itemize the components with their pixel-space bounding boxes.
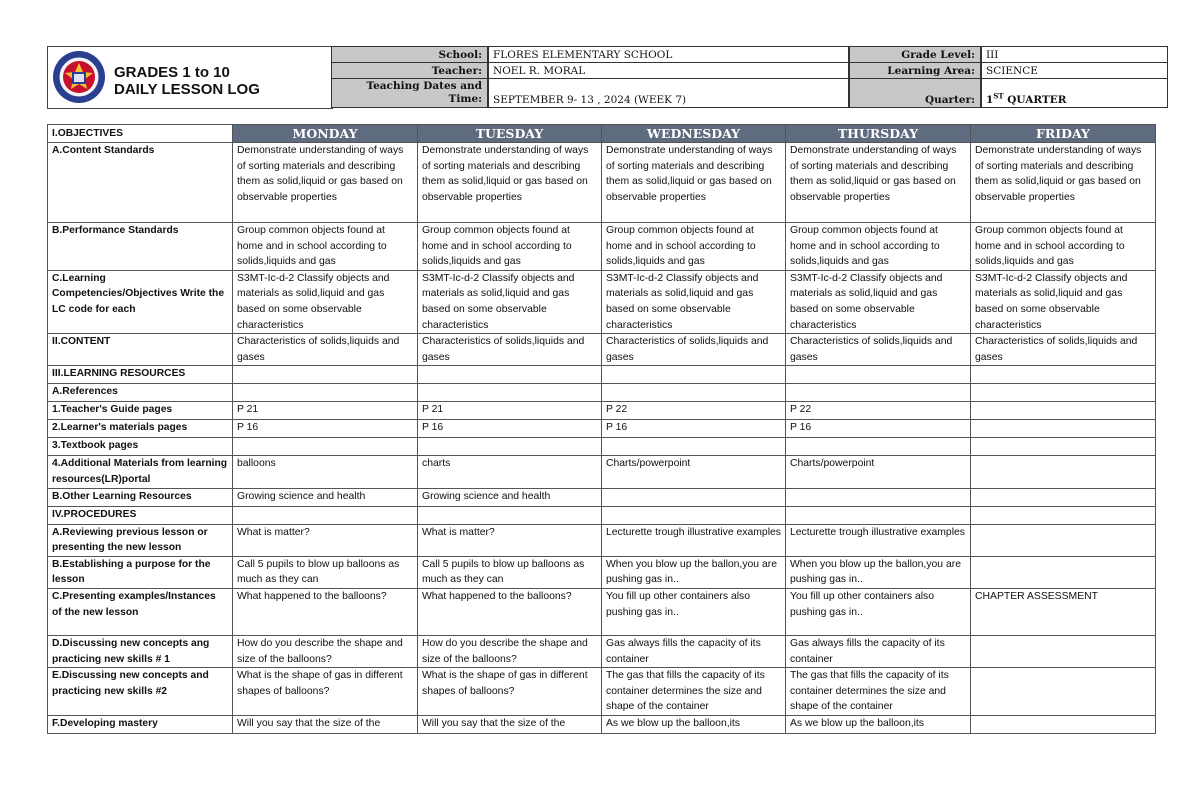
day-header-tuesday: TUESDAY (418, 125, 602, 143)
cell-monday: What is matter? (233, 524, 418, 556)
cell-thursday: S3MT-Ic-d-2 Classify objects and materials as solid,liquid and gas based on some observable characteristics (786, 270, 971, 333)
cell-tuesday (418, 384, 602, 402)
cell-thursday: When you blow up the ballon,you are pushing gas in.. (786, 556, 971, 588)
cell-tuesday (418, 438, 602, 456)
title-block (47, 46, 333, 109)
cell-wednesday: Charts/powerpoint (602, 456, 786, 488)
cell-tuesday: charts (418, 456, 602, 488)
cell-wednesday: Lecturette trough illustrative examples (602, 524, 786, 556)
cell-monday: Will you say that the size of the (233, 715, 418, 733)
teaching-dates-label-line-2: Time: (448, 93, 482, 105)
lesson-log-table (47, 124, 1156, 734)
cell-friday (971, 384, 1156, 402)
cell-monday: What is the shape of gas in different shapes of balloons? (233, 668, 418, 716)
row-label: B.Establishing a purpose for the lesson (48, 556, 233, 588)
table-row (48, 438, 1156, 456)
cell-thursday: P 16 (786, 420, 971, 438)
cell-wednesday: P 22 (602, 402, 786, 420)
day-header-monday: MONDAY (233, 125, 418, 143)
cell-thursday: P 22 (786, 402, 971, 420)
cell-friday (971, 668, 1156, 716)
day-header-row (48, 125, 1156, 143)
cell-wednesday (602, 506, 786, 524)
row-label: III.LEARNING RESOURCES (48, 366, 233, 384)
table-row (48, 506, 1156, 524)
cell-wednesday: You fill up other containers also pushing gas in.. (602, 588, 786, 635)
table-row (48, 668, 1156, 716)
quarter-suffix: ST (993, 91, 1004, 101)
row-label: D.Discussing new concepts ang practicing new skills # 1 (48, 635, 233, 667)
row-label: C.Learning Competencies/Objectives Write the LC code for each (48, 270, 233, 333)
cell-wednesday: P 16 (602, 420, 786, 438)
cell-monday: Characteristics of solids,liquids and gases (233, 334, 418, 366)
cell-monday: What happened to the balloons? (233, 588, 418, 635)
cell-monday: Group common objects found at home and in school according to solids,liquids and gas (233, 223, 418, 271)
grade-level-label: Grade Level: (849, 46, 981, 63)
cell-tuesday: What happened to the balloons? (418, 588, 602, 635)
cell-thursday: Charts/powerpoint (786, 456, 971, 488)
cell-monday (233, 384, 418, 402)
row-label: B.Other Learning Resources (48, 488, 233, 506)
cell-wednesday: S3MT-Ic-d-2 Classify objects and materials as solid,liquid and gas based on some observable characteristics (602, 270, 786, 333)
cell-tuesday: Demonstrate understanding of ways of sorting materials and describing them as solid,liquid or gas based on observable properties (418, 143, 602, 223)
cell-monday: Call 5 pupils to blow up balloons as much as they can (233, 556, 418, 588)
table-row (48, 366, 1156, 384)
school-value: FLORES ELEMENTARY SCHOOL (488, 46, 849, 63)
teaching-dates-label (331, 78, 488, 108)
cell-thursday (786, 366, 971, 384)
cell-monday: P 21 (233, 402, 418, 420)
cell-wednesday (602, 438, 786, 456)
cell-friday (971, 456, 1156, 488)
cell-thursday: As we blow up the balloon,its (786, 715, 971, 733)
quarter-number: 1 (986, 94, 994, 106)
quarter-value (981, 78, 1168, 108)
cell-friday: Demonstrate understanding of ways of sorting materials and describing them as solid,liquid or gas based on observable properties (971, 143, 1156, 223)
cell-friday (971, 366, 1156, 384)
table-row (48, 456, 1156, 488)
cell-friday (971, 420, 1156, 438)
cell-wednesday (602, 488, 786, 506)
cell-thursday (786, 488, 971, 506)
cell-wednesday: As we blow up the balloon,its (602, 715, 786, 733)
cell-tuesday (418, 506, 602, 524)
cell-friday: Characteristics of solids,liquids and gases (971, 334, 1156, 366)
cell-friday (971, 635, 1156, 667)
cell-friday: CHAPTER ASSESSMENT (971, 588, 1156, 635)
day-header-wednesday: WEDNESDAY (602, 125, 786, 143)
document-title (114, 64, 260, 98)
quarter-word: QUARTER (1003, 94, 1067, 106)
cell-friday (971, 556, 1156, 588)
cell-thursday: Gas always fills the capacity of its container (786, 635, 971, 667)
cell-thursday: Lecturette trough illustrative examples (786, 524, 971, 556)
row-label: IV.PROCEDURES (48, 506, 233, 524)
teacher-value: NOEL R. MORAL (488, 62, 849, 79)
row-label: II.CONTENT (48, 334, 233, 366)
table-row (48, 715, 1156, 733)
cell-tuesday: P 16 (418, 420, 602, 438)
row-label: E.Discussing new concepts and practicing new skills #2 (48, 668, 233, 716)
cell-monday (233, 506, 418, 524)
table-row (48, 488, 1156, 506)
table-row (48, 223, 1156, 271)
cell-monday (233, 438, 418, 456)
cell-tuesday: Call 5 pupils to blow up balloons as much as they can (418, 556, 602, 588)
title-line-1: GRADES 1 to 10 (114, 64, 230, 81)
table-row (48, 524, 1156, 556)
cell-tuesday (418, 366, 602, 384)
table-row (48, 635, 1156, 667)
cell-friday (971, 506, 1156, 524)
cell-thursday: You fill up other containers also pushing gas in.. (786, 588, 971, 635)
cell-wednesday: Gas always fills the capacity of its container (602, 635, 786, 667)
lesson-log-header (47, 46, 1168, 109)
cell-wednesday: The gas that fills the capacity of its container determines the size and shape of the container (602, 668, 786, 716)
lesson-log-body (48, 143, 1156, 734)
row-label: 1.Teacher's Guide pages (48, 402, 233, 420)
cell-tuesday: Growing science and health (418, 488, 602, 506)
table-row (48, 402, 1156, 420)
deped-seal-logo (52, 50, 106, 104)
learning-area-label: Learning Area: (849, 62, 981, 79)
cell-tuesday: What is the shape of gas in different shapes of balloons? (418, 668, 602, 716)
table-row (48, 334, 1156, 366)
table-row (48, 270, 1156, 333)
cell-thursday (786, 438, 971, 456)
row-label: 3.Textbook pages (48, 438, 233, 456)
table-row (48, 384, 1156, 402)
day-header-friday: FRIDAY (971, 125, 1156, 143)
cell-friday (971, 402, 1156, 420)
row-label: A.Content Standards (48, 143, 233, 223)
teaching-dates-label-line-1: Teaching Dates and (366, 80, 482, 92)
cell-thursday: The gas that fills the capacity of its container determines the size and shape of the container (786, 668, 971, 716)
cell-tuesday: What is matter? (418, 524, 602, 556)
cell-monday: How do you describe the shape and size of the balloons? (233, 635, 418, 667)
teaching-dates-value: SEPTEMBER 9- 13 , 2024 (WEEK 7) (488, 78, 849, 108)
row-label: F.Developing mastery (48, 715, 233, 733)
cell-friday (971, 488, 1156, 506)
cell-tuesday: Group common objects found at home and in school according to solids,liquids and gas (418, 223, 602, 271)
table-row (48, 143, 1156, 223)
cell-thursday (786, 384, 971, 402)
teacher-label: Teacher: (331, 62, 488, 79)
row-label: A.References (48, 384, 233, 402)
quarter-label: Quarter: (849, 78, 981, 108)
cell-wednesday: Characteristics of solids,liquids and gases (602, 334, 786, 366)
day-header-thursday: THURSDAY (786, 125, 971, 143)
row-label: B.Performance Standards (48, 223, 233, 271)
cell-friday (971, 715, 1156, 733)
cell-thursday: Characteristics of solids,liquids and gases (786, 334, 971, 366)
cell-thursday: Group common objects found at home and in school according to solids,liquids and gas (786, 223, 971, 271)
cell-monday: Demonstrate understanding of ways of sorting materials and describing them as solid,liquid or gas based on observable properties (233, 143, 418, 223)
cell-tuesday: Will you say that the size of the (418, 715, 602, 733)
table-row (48, 420, 1156, 438)
table-row (48, 588, 1156, 635)
row-label: 4.Additional Materials from learning resources(LR)portal (48, 456, 233, 488)
cell-friday (971, 438, 1156, 456)
row-label: 2.Learner's materials pages (48, 420, 233, 438)
cell-monday: P 16 (233, 420, 418, 438)
cell-monday: balloons (233, 456, 418, 488)
cell-wednesday: Group common objects found at home and in school according to solids,liquids and gas (602, 223, 786, 271)
row-label: A.Reviewing previous lesson or presenting the new lesson (48, 524, 233, 556)
title-line-2: DAILY LESSON LOG (114, 81, 260, 98)
cell-tuesday: S3MT-Ic-d-2 Classify objects and materials as solid,liquid and gas based on some observable characteristics (418, 270, 602, 333)
cell-tuesday: Characteristics of solids,liquids and gases (418, 334, 602, 366)
grade-level-value: III (981, 46, 1168, 63)
cell-thursday: Demonstrate understanding of ways of sorting materials and describing them as solid,liquid or gas based on observable properties (786, 143, 971, 223)
objectives-heading: I.OBJECTIVES (48, 125, 233, 143)
cell-thursday (786, 506, 971, 524)
cell-friday (971, 524, 1156, 556)
cell-monday: Growing science and health (233, 488, 418, 506)
row-label: C.Presenting examples/Instances of the new lesson (48, 588, 233, 635)
cell-wednesday (602, 366, 786, 384)
learning-area-value: SCIENCE (981, 62, 1168, 79)
cell-tuesday: P 21 (418, 402, 602, 420)
cell-monday (233, 366, 418, 384)
cell-friday: S3MT-Ic-d-2 Classify objects and materials as solid,liquid and gas based on some observable characteristics (971, 270, 1156, 333)
cell-wednesday: When you blow up the ballon,you are pushing gas in.. (602, 556, 786, 588)
cell-friday: Group common objects found at home and in school according to solids,liquids and gas (971, 223, 1156, 271)
cell-tuesday: How do you describe the shape and size of the balloons? (418, 635, 602, 667)
cell-wednesday (602, 384, 786, 402)
table-row (48, 556, 1156, 588)
cell-monday: S3MT-Ic-d-2 Classify objects and materials as solid,liquid and gas based on some observable characteristics (233, 270, 418, 333)
school-label: School: (331, 46, 488, 63)
cell-wednesday: Demonstrate understanding of ways of sorting materials and describing them as solid,liquid or gas based on observable properties (602, 143, 786, 223)
